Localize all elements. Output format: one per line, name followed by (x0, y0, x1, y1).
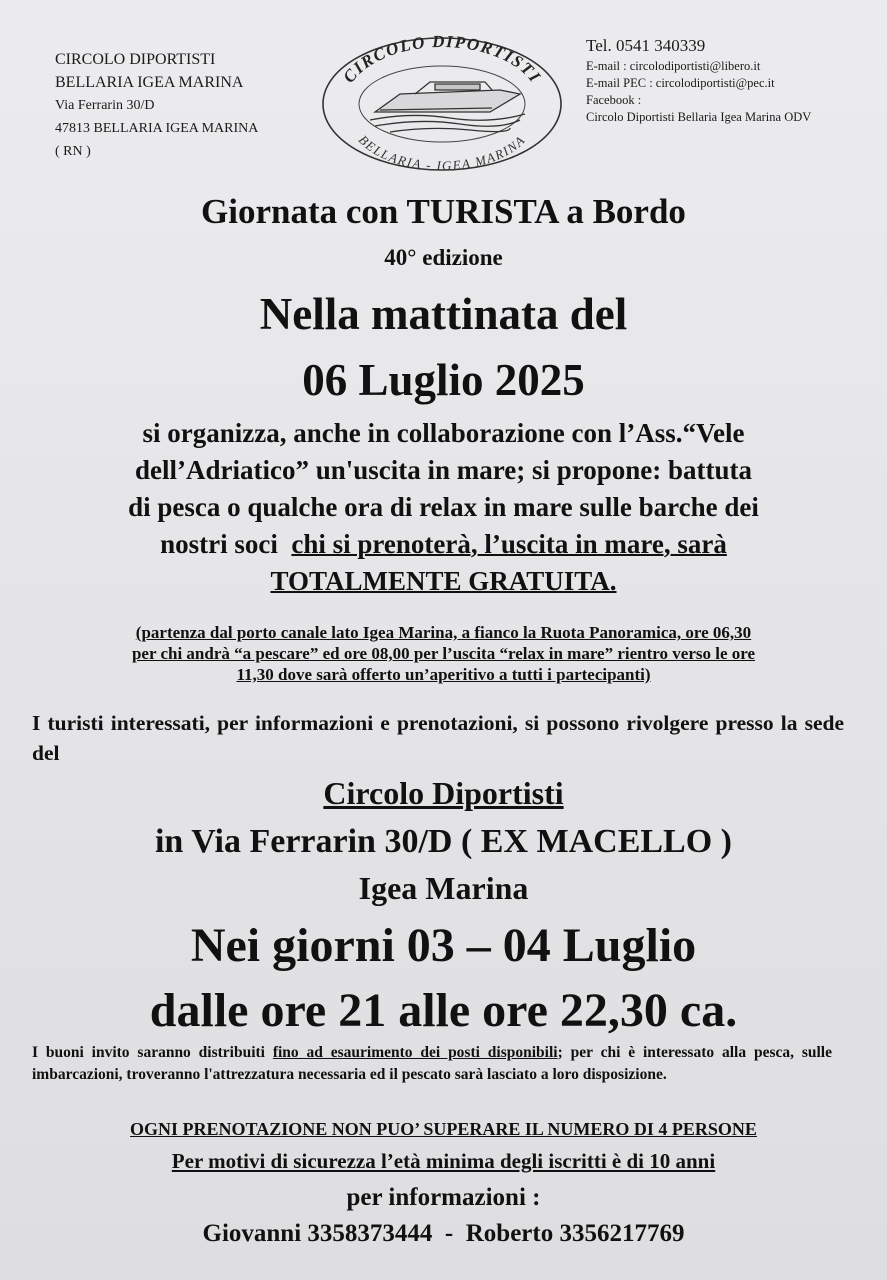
booking-limit-note: OGNI PRENOTAZIONE NON PUO’ SUPERARE IL NUMERO DI 4 PERSONE (130, 1119, 757, 1139)
venue-address: in Via Ferrarin 30/D ( EX MACELLO ) (154, 823, 733, 860)
venue-place: Igea Marina (358, 870, 529, 906)
email-address: E-mail : circolodiportisti@libero.it (586, 59, 761, 73)
facebook-name: Circolo Diportisti Bellaria Igea Marina ODV (586, 110, 812, 124)
event-description (30, 415, 857, 600)
vouchers-note-underlined: fino ad esaurimento dei posti disponibili (272, 1044, 558, 1061)
event-title: Giornata con TURISTA a Bordo (201, 192, 686, 231)
logo-bottom-text: BELLARIA - IGEA MARINA (355, 132, 529, 172)
pec-address: E-mail PEC : circolodiportisti@pec.it (586, 76, 775, 90)
venue-name-text: Circolo Diportisti (323, 775, 564, 811)
event-date-line1: Nella mattinata del (259, 289, 628, 339)
description-line1: si organizza, anche in collaborazione con l’Ass.“Vele (142, 418, 745, 448)
event-date-line2: 06 Luglio 2025 (302, 355, 585, 405)
club-logo (320, 32, 565, 172)
booking-hours: dalle ore 21 alle ore 22,30 ca. (149, 984, 738, 1037)
org-name-line2: BELLARIA IGEA MARINA (55, 74, 244, 91)
vouchers-note-a: I buoni invito saranno distribuiti (32, 1044, 273, 1061)
org-province: ( RN ) (55, 144, 91, 159)
description-line4 (30, 526, 857, 563)
contact-block (586, 34, 811, 126)
org-name-line1: CIRCOLO DIPORTISTI (55, 51, 216, 68)
description-line4b: chi si prenoterà, l’uscita in mare, sarà (291, 529, 727, 559)
info-text: I turisti interessati, per informazioni e prenotazioni, si possono rivolgere presso la sede del (32, 711, 844, 765)
facebook-label: Facebook : (586, 93, 642, 107)
org-address: Via Ferrarin 30/D (55, 98, 155, 113)
contact-phones: Giovanni 3358373444 - Roberto 3356217769 (202, 1220, 685, 1247)
booking-days: Nei giorni 03 – 04 Luglio (190, 919, 697, 972)
svg-text:CIRCOLO DIPORTISTI (339, 32, 545, 86)
event-edition: 40° edizione (384, 245, 503, 270)
vouchers-note-b: ; per chi è interessato alla pesca, sulle imbarcazioni, troveranno l'attrezzatura necessaria ed il pescato sarà lasciato a loro disposizione. (32, 1044, 832, 1083)
venue-name (0, 775, 887, 812)
svg-text:BELLARIA - IGEA MARINA (356, 132, 529, 172)
logo-top-text: CIRCOLO DIPORTISTI (339, 32, 545, 87)
minimum-age-note: Per motivi di sicurezza l’età minima degli iscritti è di 10 anni (171, 1149, 716, 1173)
phone-number: Tel. 0541 340339 (586, 36, 706, 55)
description-line3: di pesca o qualche ora di relax in mare sulle barche dei (128, 492, 759, 522)
details-line2: per chi andrà “a pescare” ed ore 08,00 per l’uscita “relax in mare” rientro verso le ore (131, 644, 756, 663)
vouchers-note (32, 1042, 832, 1086)
boat-icon (370, 82, 525, 132)
description-line4a: nostri soci (160, 529, 278, 559)
organization-block (55, 48, 258, 163)
description-line2: dell’Adriatico” un'uscita in mare; si propone: battuta (134, 455, 753, 485)
info-label: per informazioni : (346, 1184, 541, 1211)
details-line3: 11,30 dove sarà offerto un’aperitivo a tutti i partecipanti) (236, 665, 651, 684)
departure-details (30, 622, 857, 685)
org-city: 47813 BELLARIA IGEA MARINA (55, 121, 259, 136)
details-line1: (partenza dal porto canale lato Igea Marina, a fianco la Ruota Panoramica, ore 06,30 (135, 623, 752, 642)
free-of-charge-text: TOTALMENTE GRATUITA. (270, 566, 617, 596)
